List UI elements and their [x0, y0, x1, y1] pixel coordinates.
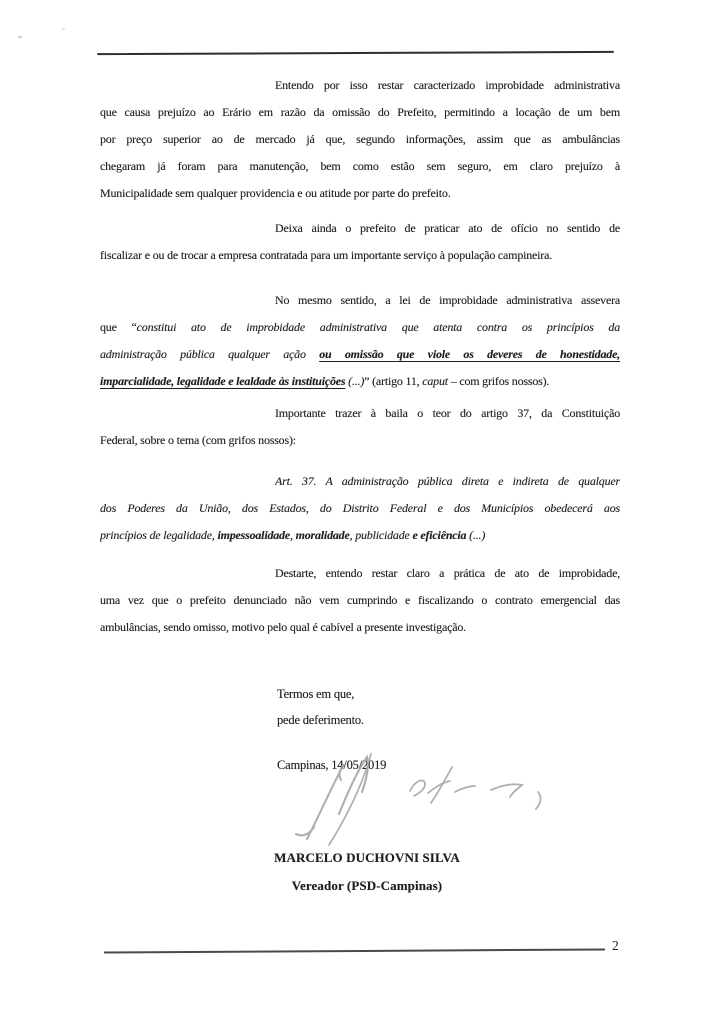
text-segment: chegaram já foram para manutenção, bem como estão sem seguro, em claro prejuízo à [100, 159, 620, 173]
text-segment: Deixa ainda o prefeito de praticar ato de ofício no sentido de [275, 221, 620, 235]
text-segment: Art. 37. A administração pública direta e indireta de qualquer [275, 474, 620, 488]
text-segment: , [289, 528, 296, 542]
header-rule [97, 51, 614, 56]
document-content [100, 72, 620, 900]
text-segment: ou omissão que viole os deveres de honestidade, [319, 347, 620, 361]
scan-speck [18, 35, 22, 38]
text-line [100, 341, 620, 368]
text-line [100, 242, 620, 269]
page-number: 2 [612, 938, 619, 953]
text-segment: administração pública qualquer ação [100, 347, 320, 361]
text-segment: impessoalidade [217, 528, 290, 542]
signatory-name: MARCELO DUCHOVNI SILVA [274, 850, 460, 865]
text-line [100, 468, 620, 495]
text-segment: Destarte, entendo restar claro a prática de ato de improbidade, [275, 566, 620, 580]
paragraph [100, 72, 620, 207]
text-segment: (...) [345, 374, 365, 388]
text-line [100, 368, 620, 395]
text-segment: Entendo por isso restar caracterizado improbidade administrativa [275, 78, 620, 92]
text-segment: fiscalizar e ou de trocar a empresa contratada para um importante serviço à população campineira. [100, 248, 553, 262]
footer-rule [104, 948, 605, 953]
text-line [100, 400, 620, 427]
text-segment: uma vez que o prefeito denunciado não vem cumprindo e fiscalizando o contrato emergencial das [100, 593, 620, 607]
text-segment: dos Poderes da União, dos Estados, do Distrito Federal e dos Municípios obedecerá aos [100, 501, 620, 515]
text-line [100, 495, 620, 522]
text-segment: – com grifos nossos). [447, 374, 550, 388]
paragraph [100, 560, 620, 641]
date-line: Campinas, 14/05/2019 [277, 758, 387, 772]
text-segment: que causa prejuízo ao Erário em razão da omissão do Prefeito, permitindo a locação de um bem [100, 105, 620, 119]
text-segment: ” (artigo 11, [364, 374, 423, 388]
text-line [100, 427, 620, 454]
text-segment: (...) [466, 528, 486, 542]
text-line [100, 215, 620, 242]
paragraph [100, 468, 620, 549]
text-segment: ambulâncias, sendo omisso, motivo pelo qual é cabível a presente investigação. [100, 620, 466, 634]
text-line [100, 180, 620, 207]
signatory-block [268, 844, 466, 900]
text-segment: Importante trazer à baila o teor do artigo 37, da Constituição [275, 406, 620, 420]
text-segment: constitui ato de improbidade administrativa que atenta contra os princípios da [136, 320, 620, 334]
text-segment: , publicidade [349, 528, 413, 542]
text-line [100, 126, 620, 153]
paragraph [100, 400, 620, 454]
signatory-title: Vereador (PSD-Campinas) [291, 878, 443, 893]
closing-block [277, 681, 620, 733]
text-segment: que “ [100, 320, 137, 334]
paragraph [100, 215, 620, 269]
text-line [100, 72, 620, 99]
text-line [100, 99, 620, 126]
text-line [100, 314, 620, 341]
text-segment: Federal, sobre o tema (com grifos nossos): [100, 433, 296, 447]
text-line [100, 560, 620, 587]
scan-speck [62, 28, 65, 30]
text-line [100, 587, 620, 614]
text-line [100, 614, 620, 641]
text-segment: imparcialidade, legalidade e lealdade às instituições [100, 374, 346, 388]
closing-line: Termos em que, [277, 687, 355, 701]
text-line [100, 522, 620, 549]
text-line [100, 153, 620, 180]
closing-line: pede deferimento. [277, 713, 364, 727]
text-segment: e eficiência [412, 528, 467, 542]
text-segment: moralidade [295, 528, 350, 542]
text-segment: caput [422, 374, 448, 388]
document-body [100, 72, 620, 641]
text-line [100, 287, 620, 314]
text-segment: No mesmo sentido, a lei de improbidade administrativa assevera [275, 293, 620, 307]
text-segment: por preço superior ao de mercado já que, segundo informações, assim que as ambulâncias [100, 132, 620, 146]
text-segment: princípios de legalidade, [100, 528, 218, 542]
text-segment: Municipalidade sem qualquer providencia e ou atitude por parte do prefeito. [100, 186, 451, 200]
paragraph [100, 287, 620, 395]
